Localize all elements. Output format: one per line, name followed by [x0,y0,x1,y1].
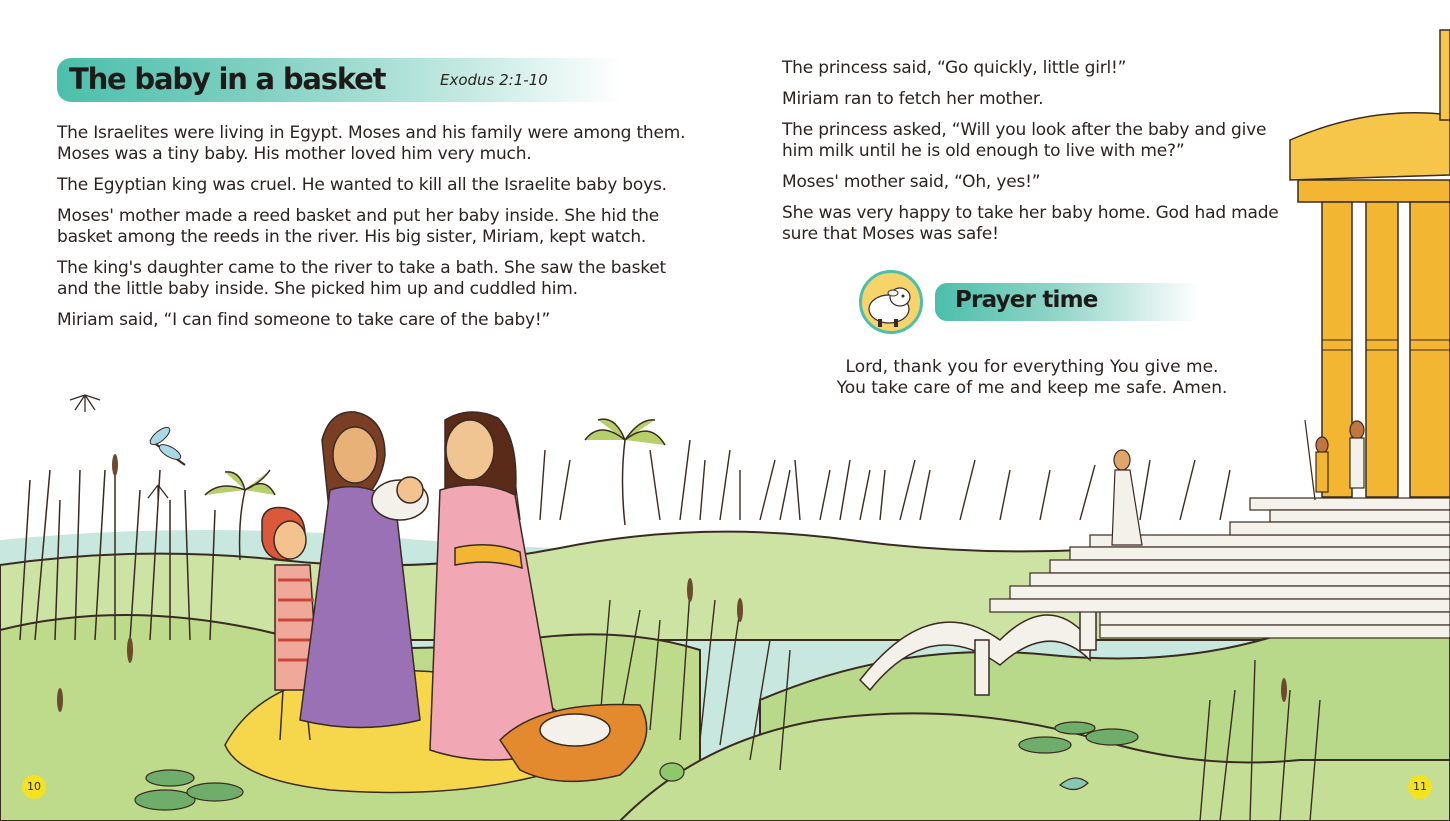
story-line: Moses' mother made a reed basket and put her baby inside. She hid the [57,206,660,226]
scripture-reference: Exodus 2:1-10 [440,71,548,89]
papyrus-left [70,395,168,500]
story-line: She was very happy to take her baby home. God had made [782,203,1279,223]
dragonfly [148,424,185,465]
story-line: Miriam said, “I can find someone to take care of the baby!” [57,310,551,330]
prayer-heading: Prayer time [955,287,1098,313]
prayer-line: Lord, thank you for everything You give me. [845,357,1219,377]
story-line: Miriam ran to fetch her mother. [782,89,1044,109]
prayer-text [812,357,1252,399]
prayer-banner [935,283,1200,321]
story-line: and the little baby inside. She picked him up and cuddled him. [57,279,578,299]
story-line: sure that Moses was safe! [782,224,999,244]
story-line: Moses' mother said, “Oh, yes!” [782,172,1041,192]
frog [660,763,684,781]
story-line: him milk until he is old enough to live with me?” [782,141,1185,161]
story-line: The Egyptian king was cruel. He wanted to kill all the Israelite baby boys. [57,175,667,195]
page-number-right: 11 [1408,775,1432,799]
story-title: The baby in a basket [69,62,386,96]
servant-figure [1112,450,1142,545]
page-number-left: 10 [22,775,46,799]
lamb-icon [859,270,923,334]
temple [1290,30,1450,497]
title-banner [57,58,622,102]
prayer-line: You take care of me and keep me safe. Amen. [836,378,1228,398]
story-line: Moses was a tiny baby. His mother loved him very much. [57,144,532,164]
story-line: The princess asked, “Will you look after the baby and give [782,120,1267,140]
story-line: The princess said, “Go quickly, little girl!” [782,58,1127,78]
story-line: The Israelites were living in Egypt. Moses and his family were among them. [57,123,686,143]
story-line: The king's daughter came to the river to take a bath. She saw the basket [57,258,667,278]
story-line: basket among the reeds in the river. His big sister, Miriam, kept watch. [57,227,647,247]
